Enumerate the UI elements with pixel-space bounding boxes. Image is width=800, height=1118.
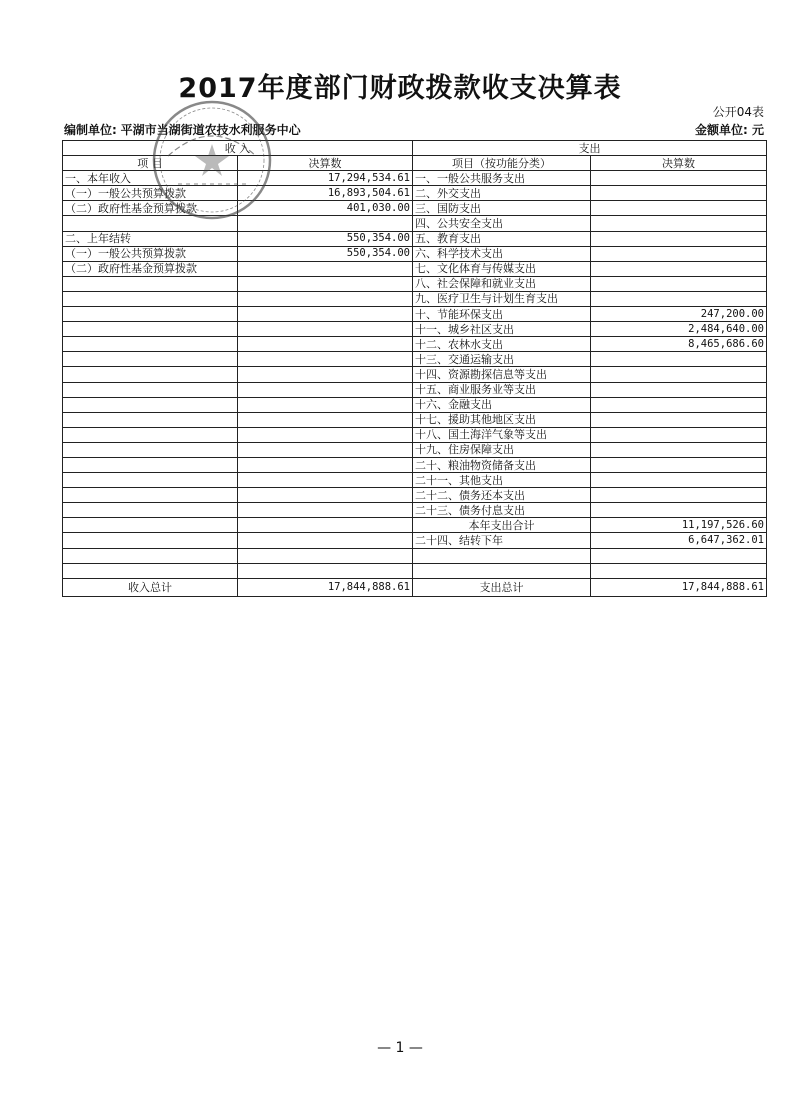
expense-amount — [591, 171, 767, 186]
table-row — [63, 533, 767, 548]
income-total-label: 收入总计 — [63, 578, 238, 596]
income-item — [63, 503, 238, 518]
expense-amount — [591, 548, 767, 563]
col-item: 项 目 — [63, 156, 238, 171]
expense-amount — [591, 291, 767, 306]
expense-item: 二十三、债务付息支出 — [413, 503, 591, 518]
table-row — [63, 488, 767, 503]
expense-amount — [591, 503, 767, 518]
col-amount: 决算数 — [238, 156, 413, 171]
expense-item: 二十、粮油物资储备支出 — [413, 457, 591, 472]
income-item — [63, 563, 238, 578]
table-header-group — [63, 141, 767, 156]
income-amount — [238, 337, 413, 352]
income-item — [63, 548, 238, 563]
expense-amount — [591, 412, 767, 427]
expense-amount: 247,200.00 — [591, 307, 767, 322]
table-row — [63, 216, 767, 231]
income-item — [63, 533, 238, 548]
income-amount — [238, 397, 413, 412]
expense-amount — [591, 382, 767, 397]
income-amount — [238, 427, 413, 442]
expense-header: 支出 — [413, 141, 767, 156]
expense-amount — [591, 442, 767, 457]
income-amount — [238, 518, 413, 533]
table-row — [63, 518, 767, 533]
income-amount — [238, 533, 413, 548]
expense-item: 十九、住房保障支出 — [413, 442, 591, 457]
expense-item: 十四、资源勘探信息等支出 — [413, 367, 591, 382]
table-row — [63, 367, 767, 382]
table-row — [63, 352, 767, 367]
income-amount — [238, 367, 413, 382]
table-header-columns — [63, 156, 767, 171]
expense-item: 十八、国土海洋气象等支出 — [413, 427, 591, 442]
income-item — [63, 442, 238, 457]
income-item — [63, 427, 238, 442]
income-amount — [238, 291, 413, 306]
expense-item — [413, 548, 591, 563]
expense-amount — [591, 276, 767, 291]
expense-item: 七、文化体育与传媒支出 — [413, 261, 591, 276]
expense-amount — [591, 473, 767, 488]
expense-amount — [591, 427, 767, 442]
income-amount — [238, 261, 413, 276]
total-row — [63, 578, 767, 596]
income-item — [63, 307, 238, 322]
income-amount — [238, 548, 413, 563]
col-item-func: 项目（按功能分类） — [413, 156, 591, 171]
expense-item: 十二、农林水支出 — [413, 337, 591, 352]
expense-item: 二十二、债务还本支出 — [413, 488, 591, 503]
income-item — [63, 382, 238, 397]
expense-item: 十一、城乡社区支出 — [413, 322, 591, 337]
income-amount: 550,354.00 — [238, 231, 413, 246]
income-item: （二）政府性基金预算拨款 — [63, 201, 238, 216]
expense-amount — [591, 488, 767, 503]
income-item — [63, 276, 238, 291]
income-item — [63, 337, 238, 352]
page-title: 2017年度部门财政拨款收支决算表 — [178, 73, 622, 104]
expense-amount — [591, 216, 767, 231]
expense-amount — [591, 563, 767, 578]
expense-amount — [591, 186, 767, 201]
money-unit: 金额单位: 元 — [695, 123, 764, 137]
expense-item: 三、国防支出 — [413, 201, 591, 216]
table-row — [63, 322, 767, 337]
expense-amount — [591, 367, 767, 382]
table-row — [63, 397, 767, 412]
income-item — [63, 473, 238, 488]
expense-item: 九、医疗卫生与计划生育支出 — [413, 291, 591, 306]
income-amount: 17,294,534.61 — [238, 171, 413, 186]
income-amount — [238, 276, 413, 291]
income-item: 二、上年结转 — [63, 231, 238, 246]
table-row — [63, 246, 767, 261]
income-item — [63, 457, 238, 472]
table-row — [63, 171, 767, 186]
income-item — [63, 397, 238, 412]
income-amount — [238, 488, 413, 503]
expense-amount — [591, 201, 767, 216]
table-row — [63, 427, 767, 442]
income-item — [63, 412, 238, 427]
income-item — [63, 488, 238, 503]
income-amount — [238, 563, 413, 578]
table-row — [63, 231, 767, 246]
table-row — [63, 457, 767, 472]
income-amount — [238, 412, 413, 427]
table-row — [63, 291, 767, 306]
expense-total-value: 17,844,888.61 — [591, 578, 767, 596]
income-item: 一、本年收入 — [63, 171, 238, 186]
income-item: （一）一般公共预算拨款 — [63, 246, 238, 261]
budget-table — [62, 140, 767, 597]
income-amount — [238, 473, 413, 488]
col-amount2: 决算数 — [591, 156, 767, 171]
page-number: — 1 — — [377, 1040, 423, 1056]
expense-amount — [591, 231, 767, 246]
expense-item: 十六、金融支出 — [413, 397, 591, 412]
table-row — [63, 201, 767, 216]
table-row — [63, 442, 767, 457]
expense-amount — [591, 352, 767, 367]
expense-item: 一、一般公共服务支出 — [413, 171, 591, 186]
expense-item: 二、外交支出 — [413, 186, 591, 201]
expense-amount: 8,465,686.60 — [591, 337, 767, 352]
table-row — [63, 186, 767, 201]
table-row — [63, 412, 767, 427]
income-amount: 550,354.00 — [238, 246, 413, 261]
income-item: （一）一般公共预算拨款 — [63, 186, 238, 201]
income-amount — [238, 216, 413, 231]
form-number: 公开04表 — [712, 105, 764, 119]
expense-total-label: 支出总计 — [413, 578, 591, 596]
table-row — [63, 382, 767, 397]
income-item — [63, 518, 238, 533]
expense-amount: 2,484,640.00 — [591, 322, 767, 337]
expense-item: 八、社会保障和就业支出 — [413, 276, 591, 291]
income-amount — [238, 322, 413, 337]
table-row — [63, 337, 767, 352]
income-item — [63, 322, 238, 337]
expense-amount — [591, 246, 767, 261]
income-amount — [238, 307, 413, 322]
table-row — [63, 503, 767, 518]
expense-amount: 11,197,526.60 — [591, 518, 767, 533]
income-item: （二）政府性基金预算拨款 — [63, 261, 238, 276]
expense-item: 十七、援助其他地区支出 — [413, 412, 591, 427]
income-amount — [238, 442, 413, 457]
income-amount — [238, 352, 413, 367]
org-name: 平湖市当湖街道农技水利服务中心 — [120, 123, 301, 137]
expense-item: 四、公共安全支出 — [413, 216, 591, 231]
income-total-value: 17,844,888.61 — [238, 578, 413, 596]
expense-item: 十五、商业服务业等支出 — [413, 382, 591, 397]
income-item — [63, 216, 238, 231]
expense-item: 二十四、结转下年 — [413, 533, 591, 548]
income-amount: 401,030.00 — [238, 201, 413, 216]
table-row — [63, 307, 767, 322]
expense-item: 十、节能环保支出 — [413, 307, 591, 322]
table-row — [63, 473, 767, 488]
expense-item: 十三、交通运输支出 — [413, 352, 591, 367]
income-amount — [238, 382, 413, 397]
income-amount — [238, 457, 413, 472]
expense-item: 五、教育支出 — [413, 231, 591, 246]
expense-amount — [591, 457, 767, 472]
expense-amount: 6,647,362.01 — [591, 533, 767, 548]
table-row — [63, 261, 767, 276]
expense-item: 二十一、其他支出 — [413, 473, 591, 488]
org-line — [64, 121, 301, 138]
table-row — [63, 563, 767, 578]
expense-item: 本年支出合计 — [413, 518, 591, 533]
expense-item — [413, 563, 591, 578]
income-amount — [238, 503, 413, 518]
org-label: 编制单位: — [64, 123, 117, 137]
table-row — [63, 276, 767, 291]
income-header: 收 入 — [63, 141, 413, 156]
expense-amount — [591, 397, 767, 412]
income-item — [63, 291, 238, 306]
expense-amount — [591, 261, 767, 276]
unit-row — [64, 121, 764, 139]
expense-item: 六、科学技术支出 — [413, 246, 591, 261]
income-item — [63, 367, 238, 382]
income-item — [63, 352, 238, 367]
table-row — [63, 548, 767, 563]
income-amount: 16,893,504.61 — [238, 186, 413, 201]
